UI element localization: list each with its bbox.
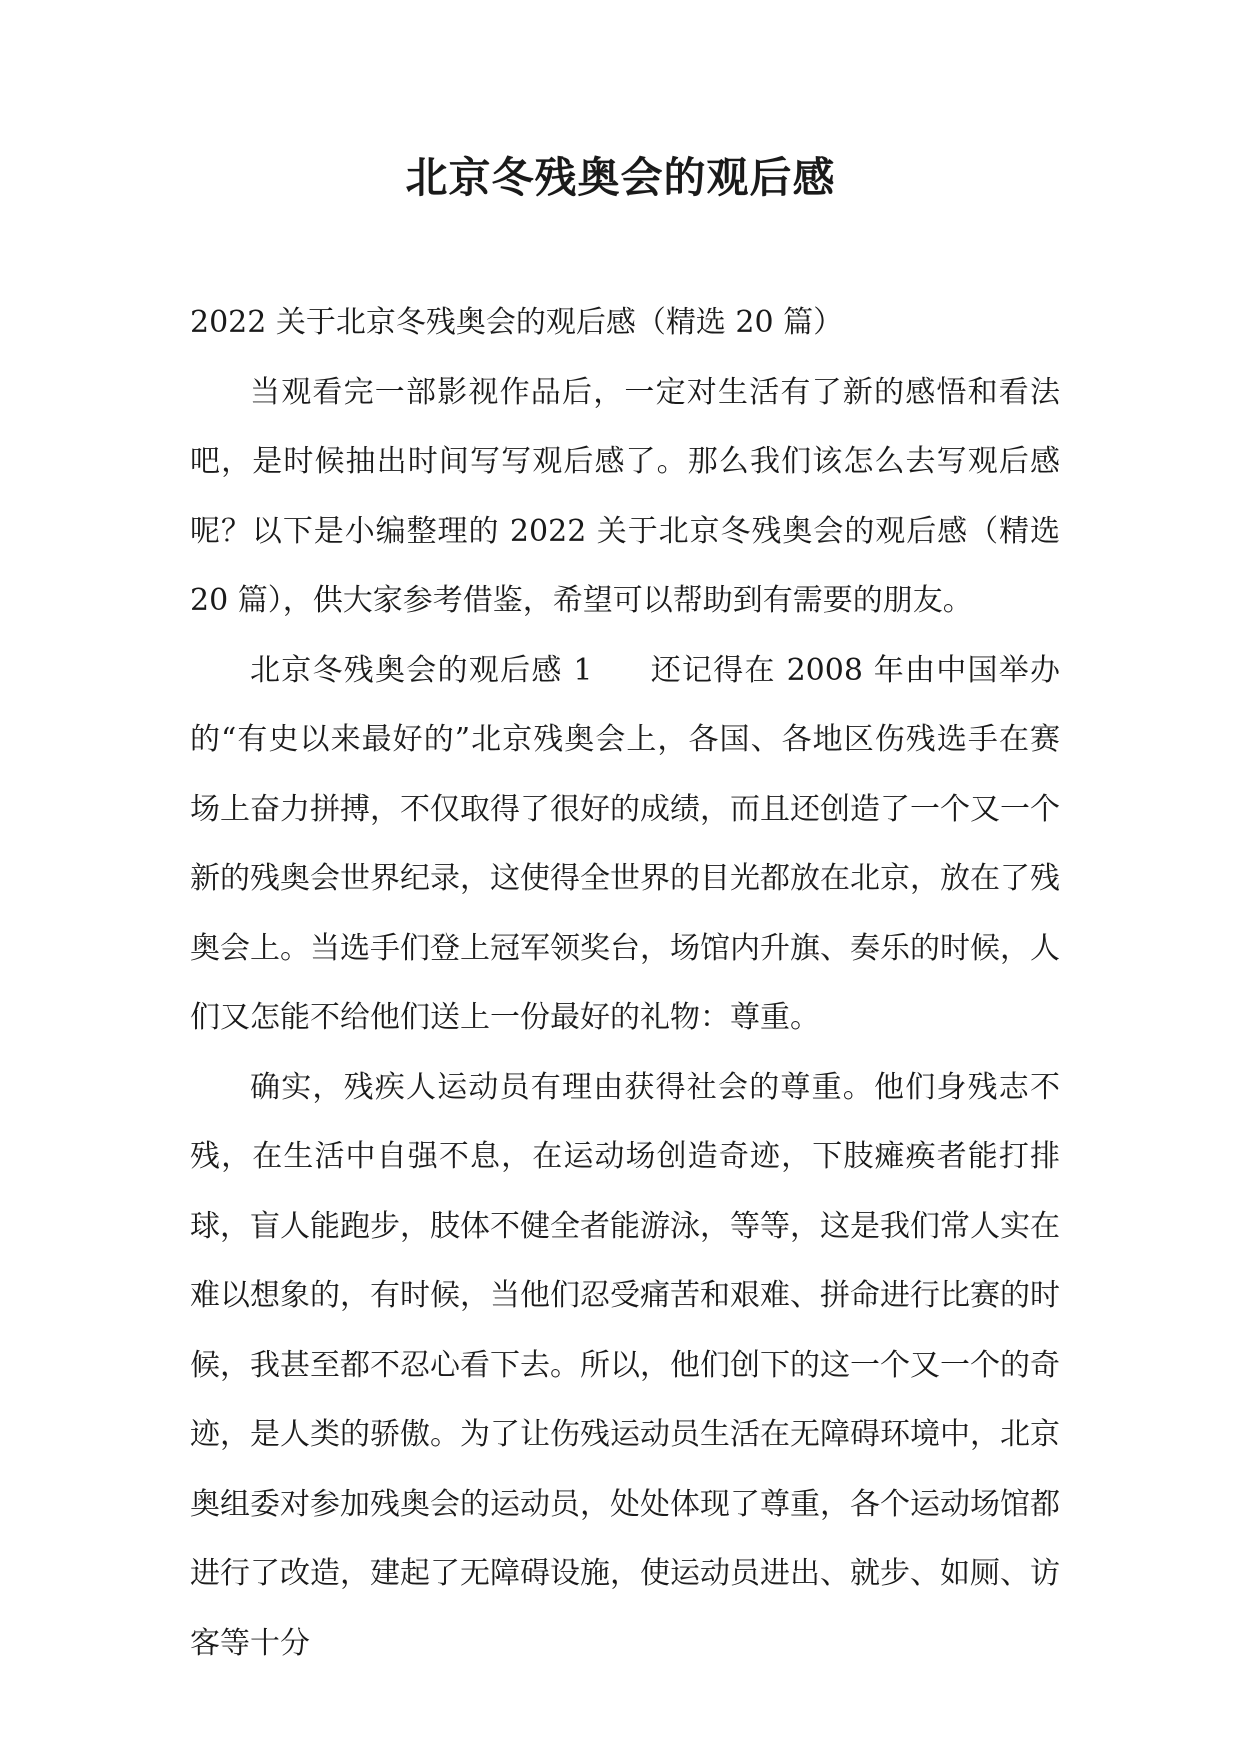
document-subtitle: 2022 关于北京冬残奥会的观后感（精选 20 篇） [190,305,844,340]
essay1-paragraph-2: 确实，残疾人运动员有理由获得社会的尊重。他们身残志不残，在生活中自强不息，在运动场创造奇迹，下肢瘫痪者能打排球，盲人能跑步，肢体不健全者能游泳，等等，这是我们常人实在难以想象的，有时候，当他们忍受痛苦和艰难、拼命进行比赛的时候，我甚至都不忍心看下去。所以，他们创下的这一个又一个的奇迹，是人类的骄傲。为了让伤残运动员生活在无障碍环境中，北京奥组委对参加残奥会的运动员，处处体现了尊重，各个运动场馆都进行了改造，建起了无障碍设施，使运动员进出、就步、如厕、访客等十分 [190,1069,1060,1661]
document-body [190,288,1060,1678]
essay1-paragraph-1-text: 还记得在 2008 年由中国举办的“有史以来最好的”北京残奥会上，各国、各地区伤残选手在赛场上奋力拼搏，不仅取得了很好的成绩，而且还创造了一个又一个新的残奥会世界纪录，这使得全世界的目光都放在北京，放在了残奥会上。当选手们登上冠军领奖台，场馆内升旗、奏乐的时候，人们又怎能不给他们送上一份最好的礼物：尊重。 [190,652,1061,1035]
essay1-heading: 北京冬残奥会的观后感 1 [250,652,593,688]
essay1-first-paragraph [190,636,1060,1053]
document-title: 北京冬残奥会的观后感 [405,153,836,202]
intro-paragraph: 当观看完一部影视作品后，一定对生活有了新的感悟和看法吧，是时候抽出时间写写观后感了。那么我们该怎么去写观后感呢？以下是小编整理的 2022 关于北京冬残奥会的观后感（精选 20 篇），供大家参考借鉴，希望可以帮助到有需要的朋友。 [190,374,1060,618]
